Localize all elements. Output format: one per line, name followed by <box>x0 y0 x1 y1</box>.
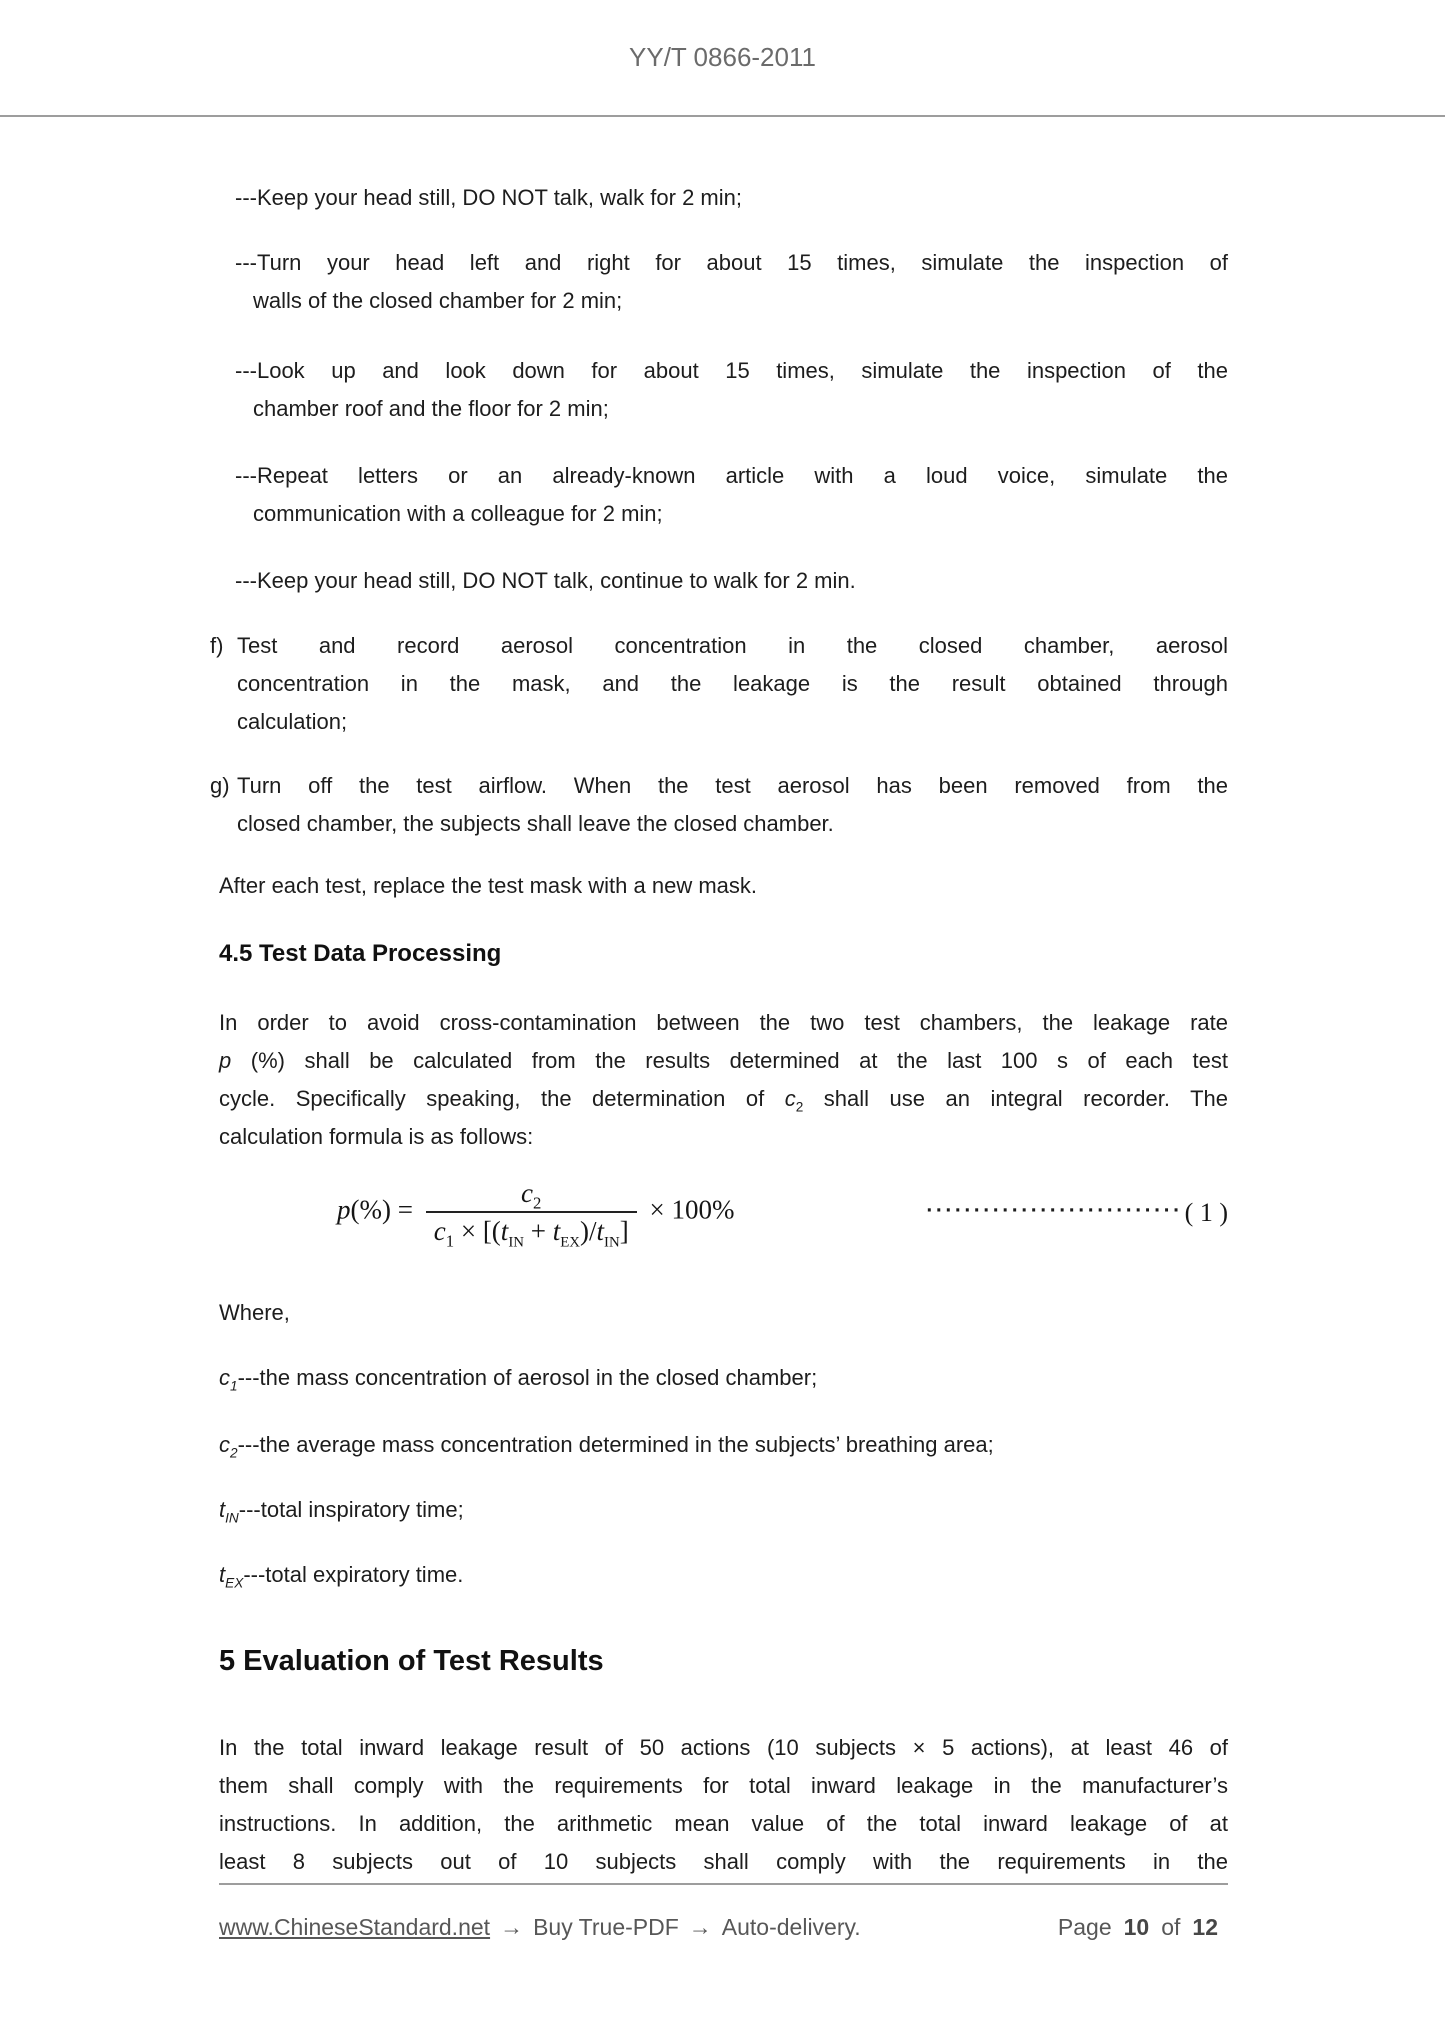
paragraph-line: In the total inward leakage result of 50 actions (10 subjects × 5 actions), at least 46 of <box>219 1735 1228 1760</box>
page-label: Page <box>1057 1914 1112 1940</box>
paragraph-4-5 <box>219 1004 1228 1156</box>
dash-item-text: ---Keep your head still, DO NOT talk, continue to walk for 2 min. <box>235 568 856 593</box>
paragraph-line: them shall comply with the requirements for total inward leakage in the manufacturer’s <box>219 1773 1228 1798</box>
dash-item-text: ---Keep your head still, DO NOT talk, walk for 2 min; <box>235 185 742 210</box>
paragraph-line: least 8 subjects out of 10 subjects shall comply with the requirements in the <box>219 1849 1228 1874</box>
definition-tex: $t_{EX}--$-total expiratory time. <box>219 1562 464 1591</box>
dash-item-text: chamber roof and the floor for 2 min; <box>253 396 609 421</box>
page-total: 12 <box>1192 1914 1218 1940</box>
dash-item <box>219 562 1228 600</box>
section-heading-4-5: 4.5 Test Data Processing <box>219 940 502 967</box>
page-current: 10 <box>1123 1914 1150 1940</box>
arrow-icon: → <box>500 1914 524 1940</box>
paragraph-line: p (%) shall be calculated from the results determined at the last 100 s of each test <box>219 1048 1228 1073</box>
dash-item-text: ---Look up and look down for about 15 times, simulate the inspection of the <box>235 358 1228 383</box>
dash-item <box>219 244 1228 320</box>
equation-math: p(%) = $c_2$ $c_1 \times [(t_{IN} + t_{EX})/t_{IN}]$ × 100% <box>337 1178 735 1251</box>
dash-item-text: communication with a colleague for 2 min; <box>253 501 663 526</box>
dash-item <box>219 179 1228 217</box>
footer-buy-text: Buy True-PDF <box>533 1914 679 1940</box>
paragraph-line: cycle. Specifically speaking, the determination of $c_2$ shall use an integral recorder. The <box>219 1086 1228 1115</box>
definition-c2: $c_2--$-the average mass concentration determined in the subjects’ breathing area; <box>219 1432 994 1461</box>
definition-tin: $t_{IN}--$-total inspiratory time; <box>219 1497 464 1526</box>
math-var-p: p <box>337 1194 351 1225</box>
list-item-text: Turn off the test airflow. When the test aerosol has been removed from the <box>237 773 1228 798</box>
equation-1 <box>219 1178 1228 1251</box>
math-var-c1: c <box>219 1365 230 1390</box>
section-heading-5: 5 Evaluation of Test Results <box>219 1645 604 1677</box>
paragraph-line: In order to avoid cross-contamination between the two test chambers, the leakage rate <box>219 1010 1228 1035</box>
footer-left <box>219 1910 861 1944</box>
list-item-text: calculation; <box>237 709 348 734</box>
math-var-p: p <box>219 1048 232 1073</box>
math-var-c2: c <box>219 1432 230 1457</box>
equation-number: ( 1 ) <box>1184 1198 1228 1227</box>
list-item-text: concentration in the mask, and the leakage is the result obtained through <box>237 671 1228 696</box>
dash-item <box>219 352 1228 428</box>
footer-divider <box>219 1883 1228 1885</box>
page-indicator <box>1058 1910 1228 1944</box>
paragraph-line: calculation formula is as follows: <box>219 1124 534 1149</box>
math-var-c2: c <box>784 1086 796 1111</box>
paragraph-line: instructions. In addition, the arithmetic mean value of the total inward leakage of at <box>219 1811 1228 1836</box>
list-marker: g) <box>210 773 230 798</box>
list-marker: f) <box>210 633 224 658</box>
dotted-leader: ··························· <box>926 1199 1183 1222</box>
paragraph-5 <box>219 1729 1228 1881</box>
math-var-tin: t <box>219 1497 226 1522</box>
dash-item-text: ---Repeat letters or an already-known article with a loud voice, simulate the <box>235 463 1228 488</box>
math-var-tex: t <box>219 1562 226 1587</box>
footer-delivery-text: Auto-delivery. <box>721 1914 861 1940</box>
paragraph: After each test, replace the test mask with a new mask. <box>219 873 758 898</box>
site-link[interactable]: www.ChineseStandard.net <box>219 1914 491 1940</box>
fraction-denominator: $c_1 \times [(t_{IN} + t_{EX})/t_{IN}]$ <box>426 1211 637 1247</box>
list-item-g <box>210 767 1228 843</box>
header-divider <box>0 115 1445 117</box>
page-footer <box>219 1910 1228 1944</box>
document-body <box>0 179 1445 1944</box>
of-label: of <box>1161 1914 1181 1940</box>
dash-item-text: ---Turn your head left and right for about 15 times, simulate the inspection of <box>235 250 1228 275</box>
list-item-f <box>210 627 1228 741</box>
dash-item <box>219 457 1228 533</box>
dash-item-text: walls of the closed chamber for 2 min; <box>253 288 623 313</box>
where-label: Where, <box>219 1300 290 1325</box>
fraction-numerator: $c_2$ <box>521 1178 542 1213</box>
page-header-title: YY/T 0866-2011 <box>629 42 816 72</box>
equation-leader <box>734 1192 1228 1233</box>
list-item-text: closed chamber, the subjects shall leave the closed chamber. <box>237 811 834 836</box>
list-item-text: Test and record aerosol concentration in the closed chamber, aerosol <box>237 633 1228 658</box>
definition-c1: $c_1--$-the mass concentration of aerosol in the closed chamber; <box>219 1365 818 1394</box>
fraction <box>426 1178 637 1251</box>
arrow-icon: → <box>688 1914 712 1940</box>
